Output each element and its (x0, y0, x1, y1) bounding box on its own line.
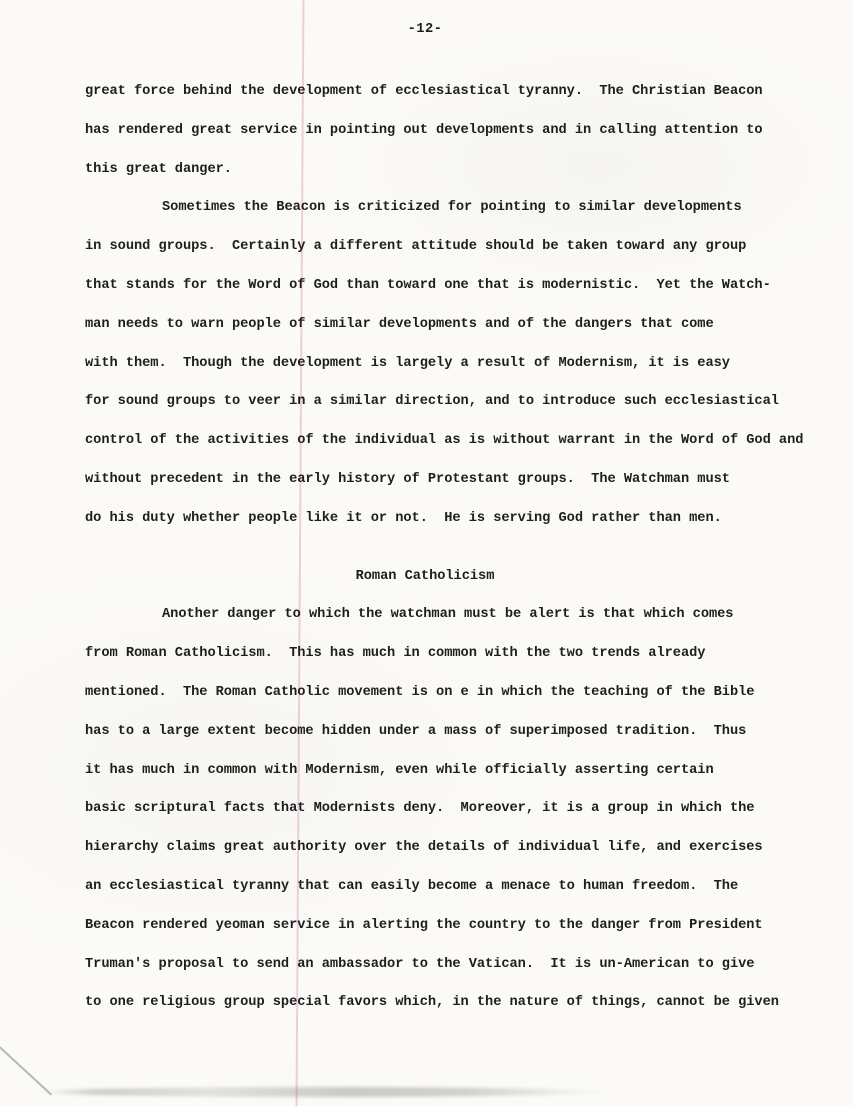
section-heading: Roman Catholicism (355, 568, 495, 584)
text-line: this great danger. (85, 161, 232, 177)
text-line: that stands for the Word of God than toward one that is modernistic. Yet the Watch- (85, 277, 771, 293)
text-line: Another danger to which the watchman must be alert is that which comes (162, 607, 734, 623)
text-line: for sound groups to veer in a similar direction, and to introduce such ecclesiastical (85, 394, 779, 410)
text-line: Beacon rendered yeoman service in alerting the country to the danger from President (85, 917, 763, 933)
page-number: -12- (407, 22, 443, 37)
text-line: an ecclesiastical tyranny that can easily become a menace to human freedom. The (85, 878, 739, 894)
text-line: in sound groups. Certainly a different attitude should be taken toward any group (85, 239, 747, 255)
text-line: hierarchy claims great authority over the details of individual life, and exercises (85, 840, 763, 856)
text-line: man needs to warn people of similar developments and of the dangers that come (85, 316, 714, 332)
text-line: mentioned. The Roman Catholic movement is on e in which the teaching of the Bible (85, 684, 755, 700)
text-line: great force behind the development of ecclesiastical tyranny. The Christian Beacon (85, 84, 763, 99)
text-line: without precedent in the early history of Protestant groups. The Watchman must (85, 471, 730, 487)
text-line: Truman's proposal to send an ambassador to the Vatican. It is un-American to give (85, 956, 755, 972)
text-line: has to a large extent become hidden under a mass of superimposed tradition. Thus (85, 723, 747, 739)
bottom-edge-smudge (38, 1087, 608, 1097)
text-line: do his duty whether people like it or not. He is serving God rather than men. (85, 510, 722, 526)
text-line: basic scriptural facts that Modernists deny. Moreover, it is a group in which the (85, 801, 755, 817)
text-line: Sometimes the Beacon is criticized for pointing to similar developments (162, 200, 742, 216)
text-line: has rendered great service in pointing out developments and in calling attention to (85, 122, 763, 138)
text-line: from Roman Catholicism. This has much in common with the two trends already (85, 646, 706, 662)
text-line: with them. Though the development is largely a result of Modernism, it is easy (85, 355, 730, 371)
text-line: to one religious group special favors which, in the nature of things, cannot be given (85, 995, 779, 1011)
text-column (85, 73, 811, 1023)
text-line: control of the activities of the individual as is without warrant in the Word of God and (85, 433, 804, 449)
text-line: it has much in common with Modernism, even while officially asserting certain (85, 762, 714, 778)
corner-crease-line (0, 1046, 52, 1095)
